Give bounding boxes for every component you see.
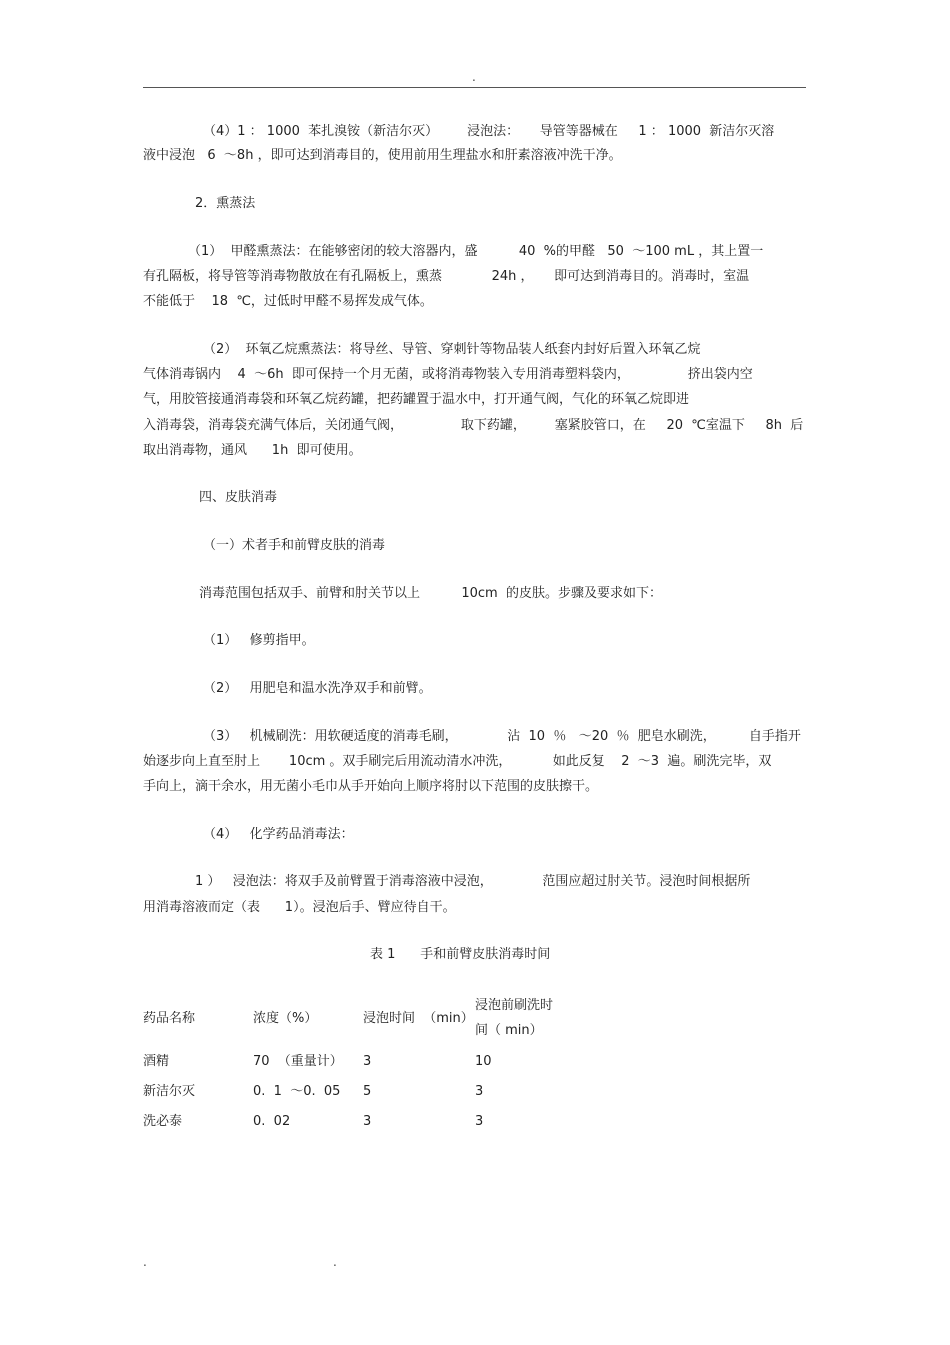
footer-dot-right: . (333, 1255, 337, 1269)
table-cell: 3 (363, 1114, 372, 1129)
table-caption: 表 1 手和前臂皮肤消毒时间 (370, 947, 551, 962)
table-cell: 10 (475, 1054, 492, 1069)
table-cell: 新洁尔灭 (143, 1084, 196, 1099)
step-1: （1） 修剪指甲。 (203, 633, 315, 648)
step-2: （2） 用肥皂和温水洗净双手和前臂。 (203, 681, 432, 696)
table-cell: 0. 1 ～0. 05 (253, 1084, 341, 1099)
para-1-line-2: 液中浸泡 6 ～8h ，即可达到消毒目的，使用前用生理盐水和肝素溶液冲洗干净。 (143, 148, 622, 163)
table-cell: 3 (363, 1054, 372, 1069)
para-3-line-1: （2） 环氧乙烷熏蒸法：将导丝、导管、穿刺针等物品装人纸套内封好后置入环氧乙烷 (203, 342, 701, 357)
header-rule (143, 87, 806, 88)
para-3-line-5: 取出消毒物，通风 1h 即可使用。 (143, 443, 362, 458)
table-header-concentration: 浓度（%） (253, 1011, 318, 1026)
table-cell: 3 (475, 1084, 484, 1099)
table-cell: 3 (475, 1114, 484, 1129)
step-3-line-2: 始逐步向上直至肘上 10cm 。双手刷完后用流动清水冲洗， 如此反复 2 ～3 遍。刷洗完毕，双 (143, 754, 772, 769)
header-dot: . (472, 70, 476, 84)
step-4: （4） 化学药品消毒法： (203, 827, 354, 842)
table-header-soak-time: 浸泡时间 （min） (363, 1011, 474, 1026)
para-1-line-1: （4）1 ： 1000 苯扎溴铵（新洁尔灭） 浸泡法： 导管等器械在 1 ： 1000 新洁尔灭溶 (203, 124, 775, 139)
para-3-line-3: 气，用胶管接通消毒袋和环氧乙烷药罐，把药罐置于温水中，打开通气阀，气化的环氧乙烷即进 (143, 392, 690, 407)
footer-dot-left: . (143, 1255, 147, 1269)
section-heading-skin: 四、皮肤消毒 (199, 490, 278, 505)
subsection-heading-hands: （一）术者手和前臂皮肤的消毒 (203, 538, 386, 553)
table-cell: 洗必泰 (143, 1114, 183, 1129)
table-cell: 70 （重量计） (253, 1054, 343, 1069)
step-3-line-1: （3） 机械刷洗：用软硬适度的消毒毛刷， 沾 10 ％ ～20 ％ 肥皂水刷洗， 自手指开 (203, 729, 801, 744)
table-header-drug-name: 药品名称 (143, 1011, 196, 1026)
para-3-line-2: 气体消毒锅内 4 ～6h 即可保持一个月无菌，或将消毒物装入专用消毒塑料袋内， 挤出袋内空 (143, 367, 753, 382)
para-2-line-3: 不能低于 18 ℃，过低时甲醛不易挥发成气体。 (143, 294, 433, 309)
table-cell: 酒精 (143, 1054, 170, 1069)
para-4: 消毒范围包括双手、前臂和肘关节以上 10cm 的皮肤。步骤及要求如下： (199, 586, 662, 601)
step-4-1-line-2: 用消毒溶液而定（表 1）。浸泡后手、臂应待自干。 (143, 900, 456, 915)
para-3-line-4: 入消毒袋，消毒袋充满气体后，关闭通气阀， 取下药罐， 塞紧胶管口，在 20 ℃室温下 8h 后 (143, 418, 804, 433)
para-2-line-2: 有孔隔板，将导管等消毒物散放在有孔隔板上，熏蒸 24h ， 即可达到消毒目的。消毒时，室温 (143, 269, 750, 284)
step-4-1-line-1: 1 ） 浸泡法：将双手及前臂置于消毒溶液中浸泡， 范围应超过肘关节。浸泡时间根据所 (195, 874, 751, 889)
table-header-scrub-time-line-1: 浸泡前刷洗时 (475, 998, 554, 1013)
section-heading-fumigation: 2．熏蒸法 (195, 196, 256, 211)
step-3-line-3: 手向上，滴干余水，用无菌小毛巾从手开始向上顺序将肘以下范围的皮肤擦干。 (143, 779, 599, 794)
table-header-scrub-time-line-2: 间（ min） (475, 1023, 543, 1038)
table-cell: 5 (363, 1084, 372, 1099)
table-cell: 0. 02 (253, 1114, 291, 1129)
para-2-line-1: （1） 甲醛熏蒸法：在能够密闭的较大溶器内，盛 40 %的甲醛 50 ～100 mL ，其上置一 (188, 244, 764, 259)
